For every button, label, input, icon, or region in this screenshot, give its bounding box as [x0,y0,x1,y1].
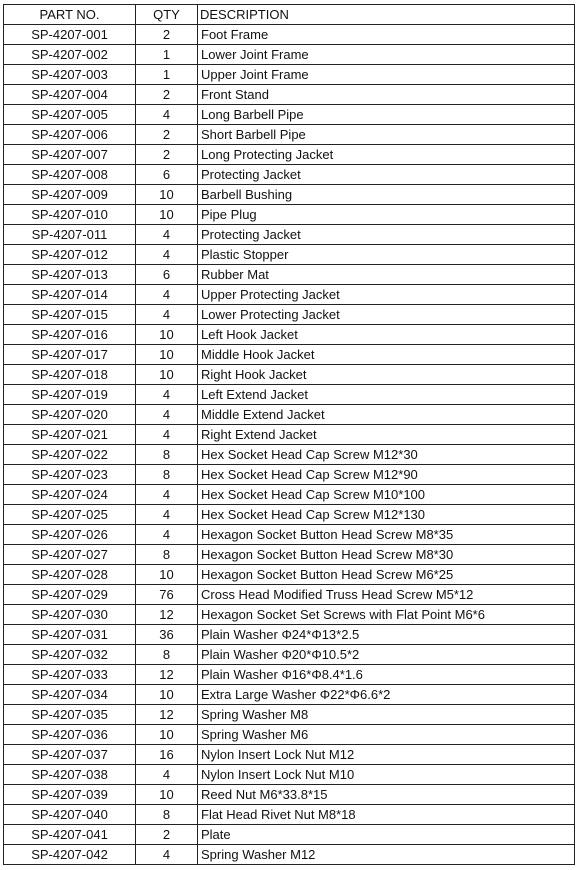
part-number-cell: SP-4207-019 [4,385,136,405]
table-header-row [4,5,575,25]
table-row [4,705,575,725]
description-cell: Hexagon Socket Set Screws with Flat Point M6*6 [198,605,575,625]
part-number-cell: SP-4207-006 [4,125,136,145]
description-cell: Spring Washer M12 [198,845,575,865]
part-number-cell: SP-4207-034 [4,685,136,705]
table-row [4,485,575,505]
part-number-cell: SP-4207-002 [4,45,136,65]
quantity-cell: 2 [136,125,198,145]
table-row [4,185,575,205]
table-row [4,765,575,785]
description-cell: Middle Hook Jacket [198,345,575,365]
quantity-cell: 10 [136,365,198,385]
description-cell: Protecting Jacket [198,225,575,245]
part-number-cell: SP-4207-024 [4,485,136,505]
table-row [4,785,575,805]
description-cell: Plain Washer Φ20*Φ10.5*2 [198,645,575,665]
description-cell: Right Hook Jacket [198,365,575,385]
table-row [4,825,575,845]
description-cell: Upper Joint Frame [198,65,575,85]
table-row [4,205,575,225]
table-row [4,745,575,765]
quantity-cell: 1 [136,65,198,85]
table-row [4,365,575,385]
description-cell: Plate [198,825,575,845]
table-row [4,845,575,865]
description-cell: Nylon Insert Lock Nut M12 [198,745,575,765]
description-cell: Plain Washer Φ16*Φ8.4*1.6 [198,665,575,685]
quantity-cell: 4 [136,305,198,325]
part-number-cell: SP-4207-033 [4,665,136,685]
description-cell: Rubber Mat [198,265,575,285]
quantity-cell: 10 [136,565,198,585]
description-cell: Middle Extend Jacket [198,405,575,425]
quantity-cell: 8 [136,545,198,565]
table-row [4,85,575,105]
description-cell: Cross Head Modified Truss Head Screw M5*12 [198,585,575,605]
quantity-cell: 10 [136,205,198,225]
part-number-cell: SP-4207-011 [4,225,136,245]
quantity-cell: 12 [136,705,198,725]
quantity-cell: 2 [136,825,198,845]
part-number-cell: SP-4207-030 [4,605,136,625]
description-cell: Lower Joint Frame [198,45,575,65]
description-cell: Front Stand [198,85,575,105]
part-number-cell: SP-4207-014 [4,285,136,305]
quantity-cell: 10 [136,785,198,805]
table-row [4,425,575,445]
part-number-cell: SP-4207-023 [4,465,136,485]
header-description: DESCRIPTION [198,5,575,25]
part-number-cell: SP-4207-018 [4,365,136,385]
table-row [4,345,575,365]
quantity-cell: 10 [136,345,198,365]
part-number-cell: SP-4207-041 [4,825,136,845]
table-row [4,105,575,125]
description-cell: Plain Washer Φ24*Φ13*2.5 [198,625,575,645]
quantity-cell: 2 [136,25,198,45]
table-row [4,305,575,325]
quantity-cell: 36 [136,625,198,645]
description-cell: Hex Socket Head Cap Screw M12*90 [198,465,575,485]
part-number-cell: SP-4207-003 [4,65,136,85]
quantity-cell: 1 [136,45,198,65]
quantity-cell: 8 [136,465,198,485]
quantity-cell: 4 [136,485,198,505]
quantity-cell: 10 [136,685,198,705]
table-row [4,25,575,45]
quantity-cell: 10 [136,725,198,745]
quantity-cell: 4 [136,385,198,405]
description-cell: Protecting Jacket [198,165,575,185]
table-row [4,325,575,345]
part-number-cell: SP-4207-009 [4,185,136,205]
table-row [4,465,575,485]
header-qty: QTY [136,5,198,25]
part-number-cell: SP-4207-040 [4,805,136,825]
table-row [4,565,575,585]
quantity-cell: 2 [136,145,198,165]
part-number-cell: SP-4207-007 [4,145,136,165]
table-row [4,145,575,165]
part-number-cell: SP-4207-005 [4,105,136,125]
part-number-cell: SP-4207-013 [4,265,136,285]
part-number-cell: SP-4207-016 [4,325,136,345]
table-row [4,725,575,745]
part-number-cell: SP-4207-022 [4,445,136,465]
part-number-cell: SP-4207-036 [4,725,136,745]
table-row [4,385,575,405]
table-row [4,545,575,565]
description-cell: Long Protecting Jacket [198,145,575,165]
part-number-cell: SP-4207-012 [4,245,136,265]
table-row [4,165,575,185]
part-number-cell: SP-4207-038 [4,765,136,785]
table-row [4,585,575,605]
part-number-cell: SP-4207-017 [4,345,136,365]
quantity-cell: 6 [136,165,198,185]
table-row [4,245,575,265]
part-number-cell: SP-4207-031 [4,625,136,645]
quantity-cell: 4 [136,225,198,245]
description-cell: Spring Washer M6 [198,725,575,745]
quantity-cell: 4 [136,245,198,265]
description-cell: Hexagon Socket Button Head Screw M8*35 [198,525,575,545]
description-cell: Hex Socket Head Cap Screw M10*100 [198,485,575,505]
part-number-cell: SP-4207-001 [4,25,136,45]
description-cell: Right Extend Jacket [198,425,575,445]
quantity-cell: 4 [136,405,198,425]
quantity-cell: 4 [136,845,198,865]
quantity-cell: 4 [136,425,198,445]
table-row [4,405,575,425]
part-number-cell: SP-4207-039 [4,785,136,805]
table-row [4,685,575,705]
part-number-cell: SP-4207-029 [4,585,136,605]
table-row [4,605,575,625]
description-cell: Plastic Stopper [198,245,575,265]
table-row [4,645,575,665]
description-cell: Pipe Plug [198,205,575,225]
table-row [4,525,575,545]
description-cell: Flat Head Rivet Nut M8*18 [198,805,575,825]
description-cell: Spring Washer M8 [198,705,575,725]
description-cell: Barbell Bushing [198,185,575,205]
quantity-cell: 4 [136,525,198,545]
parts-table [3,4,575,865]
table-row [4,125,575,145]
quantity-cell: 8 [136,445,198,465]
table-row [4,445,575,465]
quantity-cell: 12 [136,605,198,625]
table-row [4,45,575,65]
description-cell: Lower Protecting Jacket [198,305,575,325]
part-number-cell: SP-4207-020 [4,405,136,425]
part-number-cell: SP-4207-027 [4,545,136,565]
description-cell: Reed Nut M6*33.8*15 [198,785,575,805]
description-cell: Foot Frame [198,25,575,45]
quantity-cell: 76 [136,585,198,605]
quantity-cell: 8 [136,805,198,825]
quantity-cell: 4 [136,285,198,305]
part-number-cell: SP-4207-010 [4,205,136,225]
table-row [4,505,575,525]
description-cell: Short Barbell Pipe [198,125,575,145]
part-number-cell: SP-4207-037 [4,745,136,765]
part-number-cell: SP-4207-004 [4,85,136,105]
part-number-cell: SP-4207-015 [4,305,136,325]
table-row [4,805,575,825]
part-number-cell: SP-4207-042 [4,845,136,865]
quantity-cell: 10 [136,185,198,205]
quantity-cell: 8 [136,645,198,665]
description-cell: Extra Large Washer Φ22*Φ6.6*2 [198,685,575,705]
quantity-cell: 10 [136,325,198,345]
quantity-cell: 4 [136,105,198,125]
table-row [4,665,575,685]
quantity-cell: 4 [136,505,198,525]
header-part-no: PART NO. [4,5,136,25]
table-row [4,225,575,245]
parts-table-body [4,25,575,865]
table-row [4,65,575,85]
quantity-cell: 2 [136,85,198,105]
description-cell: Upper Protecting Jacket [198,285,575,305]
part-number-cell: SP-4207-021 [4,425,136,445]
description-cell: Hexagon Socket Button Head Screw M6*25 [198,565,575,585]
quantity-cell: 6 [136,265,198,285]
part-number-cell: SP-4207-035 [4,705,136,725]
description-cell: Left Extend Jacket [198,385,575,405]
table-row [4,265,575,285]
description-cell: Hex Socket Head Cap Screw M12*30 [198,445,575,465]
part-number-cell: SP-4207-008 [4,165,136,185]
description-cell: Left Hook Jacket [198,325,575,345]
description-cell: Hex Socket Head Cap Screw M12*130 [198,505,575,525]
description-cell: Long Barbell Pipe [198,105,575,125]
quantity-cell: 16 [136,745,198,765]
quantity-cell: 4 [136,765,198,785]
quantity-cell: 12 [136,665,198,685]
table-row [4,625,575,645]
part-number-cell: SP-4207-028 [4,565,136,585]
part-number-cell: SP-4207-032 [4,645,136,665]
description-cell: Hexagon Socket Button Head Screw M8*30 [198,545,575,565]
part-number-cell: SP-4207-025 [4,505,136,525]
table-row [4,285,575,305]
part-number-cell: SP-4207-026 [4,525,136,545]
description-cell: Nylon Insert Lock Nut M10 [198,765,575,785]
